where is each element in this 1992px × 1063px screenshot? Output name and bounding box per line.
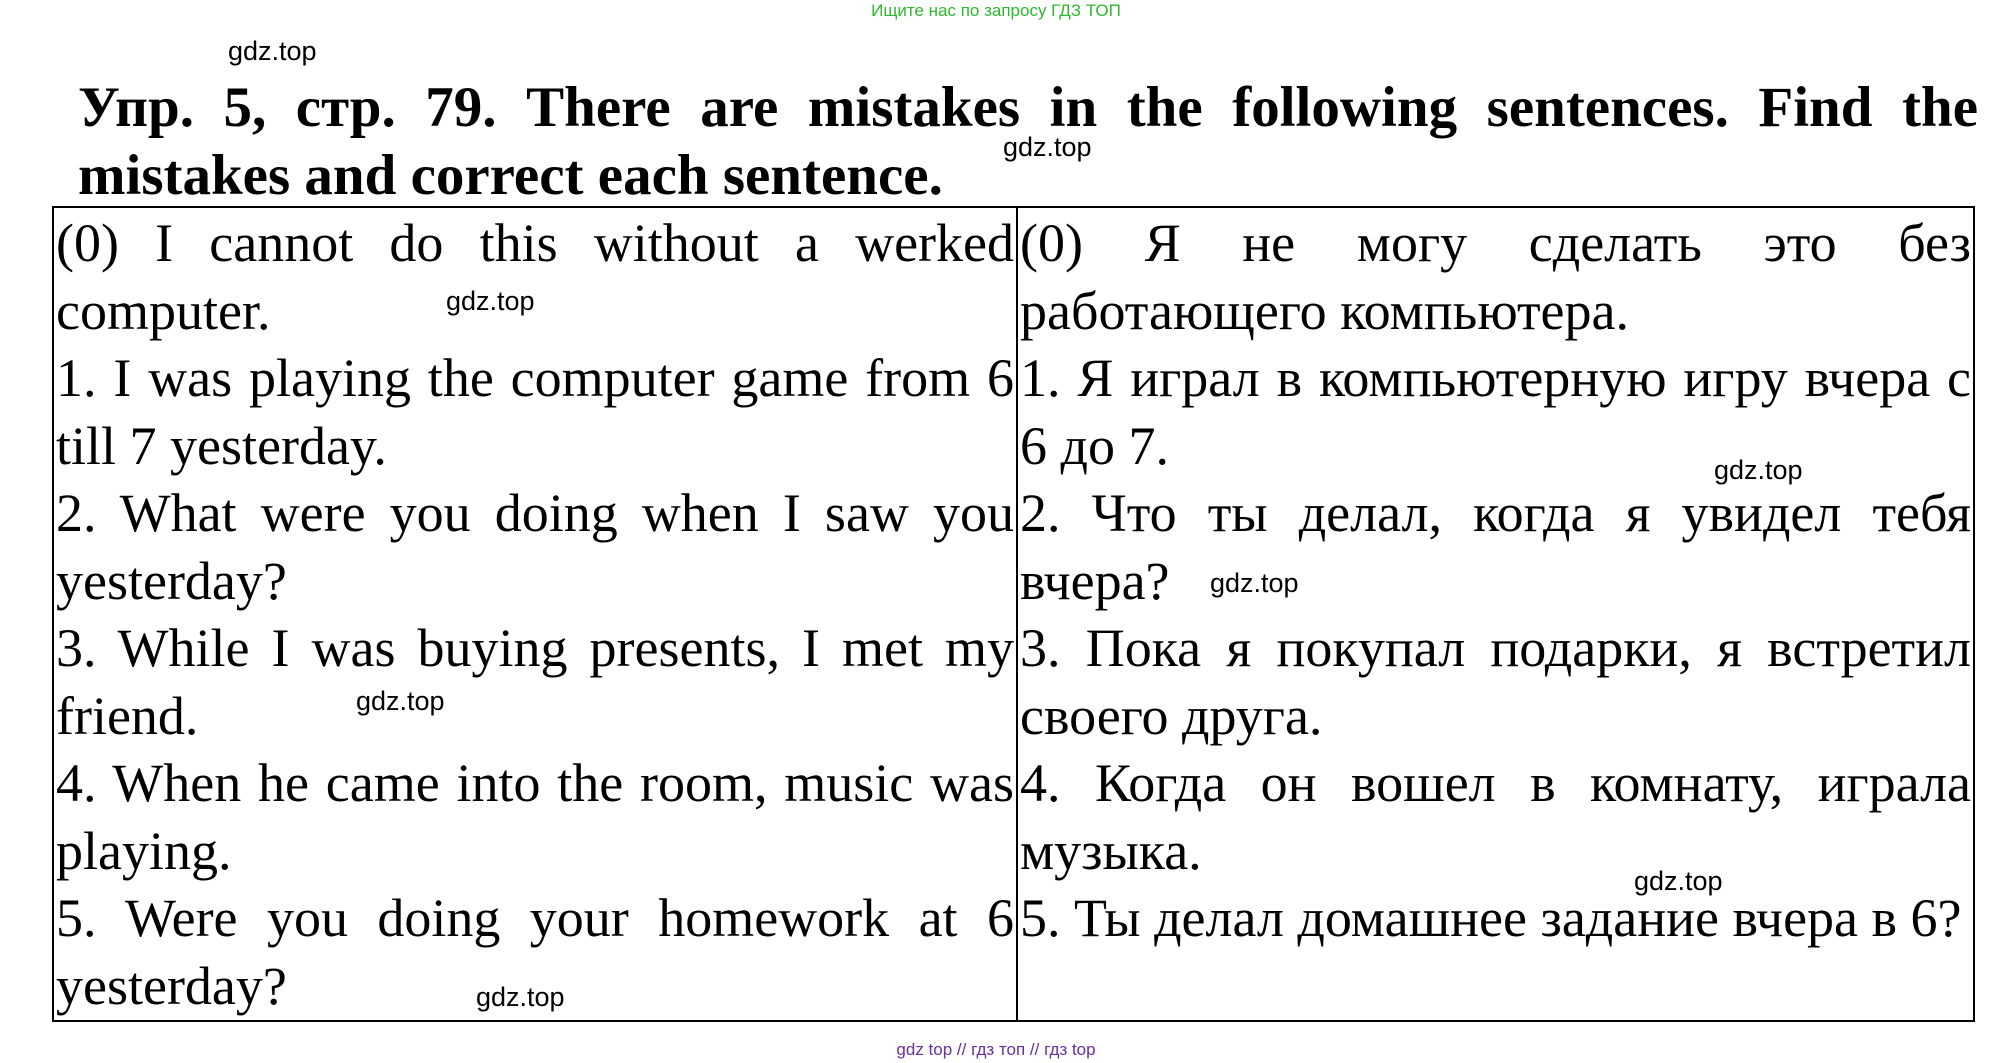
answers-table	[52, 206, 1975, 1022]
watermark: gdz.top	[1003, 132, 1092, 162]
russian-sentence-3: 3. Пока я покупал подарки, я встретил своего друга.	[1020, 618, 1971, 746]
watermark: gdz.top	[1634, 866, 1723, 896]
watermark: gdz.top	[476, 982, 565, 1012]
english-sentence-2: 2. What were you doing when I saw you yesterday?	[56, 483, 1014, 611]
english-sentence-0: (0) I cannot do this without a werked computer.	[56, 213, 1014, 341]
footer: gdz top // гдз топ // гдз top	[896, 1040, 1096, 1059]
english-sentence-3: 3. While I was buying presents, I met my friend.	[56, 618, 1014, 746]
english-sentence-5: 5. Were you doing your homework at 6 yesterday?	[56, 888, 1014, 1016]
watermark: gdz.top	[1714, 455, 1803, 485]
english-sentence-1: 1. I was playing the computer game from 6 till 7 yesterday.	[56, 348, 1014, 476]
russian-sentence-1: 1. Я играл в компьютерную игру вчера с 6 до 7.	[1020, 348, 1971, 476]
english-sentence-4: 4. When he came into the room, music was playing.	[56, 753, 1014, 881]
watermark: gdz.top	[356, 686, 445, 716]
watermark: gdz.top	[228, 36, 317, 66]
top-banner: Ищите нас по запросу ГДЗ ТОП	[871, 1, 1121, 20]
table-row	[53, 207, 1974, 1021]
english-column	[53, 207, 1017, 1021]
exercise-heading: Упр. 5, стр. 79. There are mistakes in the following sentences. Find the mistakes and correct each sentence.	[78, 76, 1978, 207]
watermark: gdz.top	[1210, 568, 1299, 598]
russian-sentence-5: 5. Ты делал домашнее задание вчера в 6?	[1020, 888, 1962, 948]
russian-sentence-0: (0) Я не могу сделать это без работающего компьютера.	[1020, 213, 1971, 341]
russian-sentence-2: 2. Что ты делал, когда я увидел тебя вчера?	[1020, 483, 1971, 611]
watermark: gdz.top	[446, 286, 535, 316]
russian-column	[1017, 207, 1974, 1021]
russian-sentence-4: 4. Когда он вошел в комнату, играла музыка.	[1020, 753, 1971, 881]
